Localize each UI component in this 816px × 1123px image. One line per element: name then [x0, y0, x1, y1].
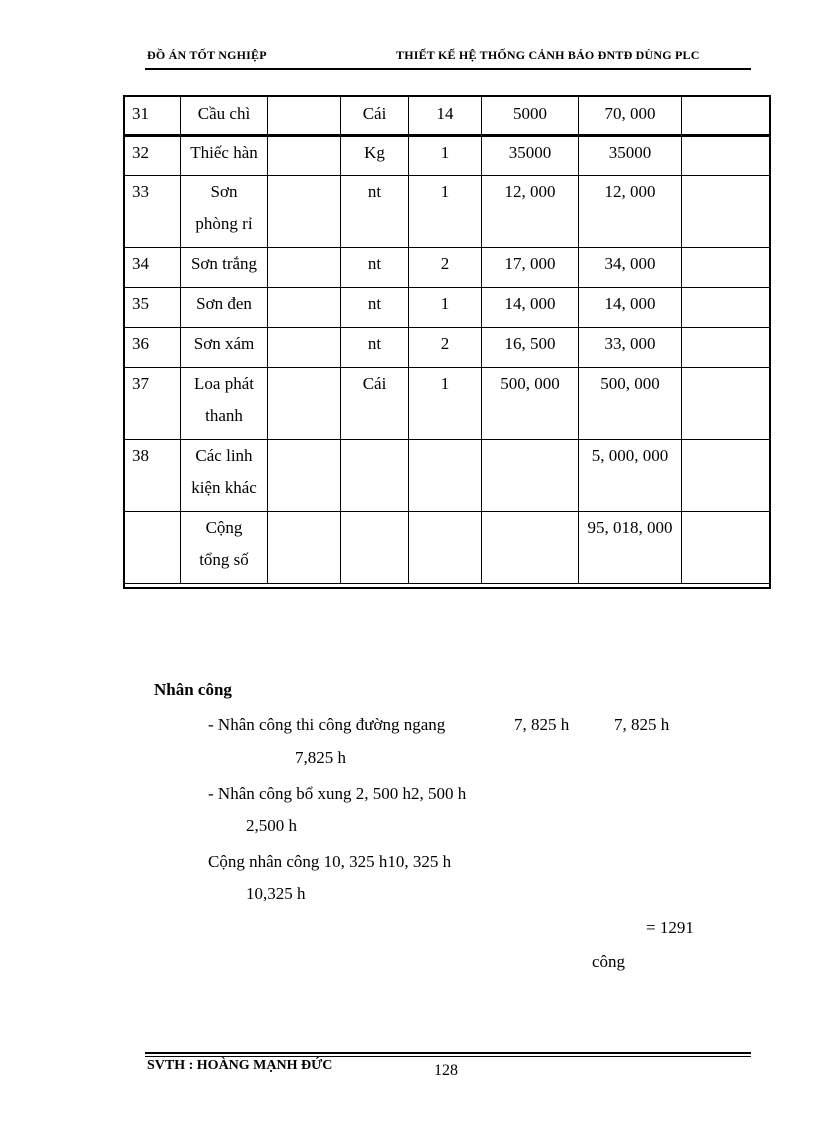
- item-name-line: kiện khác: [191, 478, 257, 497]
- item-name-line: Sơn: [210, 182, 238, 201]
- item-total: 12, 000: [579, 176, 682, 248]
- table-row: [124, 176, 771, 248]
- item-name-line: Sơn trắng: [190, 254, 258, 273]
- item-quantity: 14: [409, 96, 482, 136]
- item-quantity: 1: [409, 176, 482, 248]
- item-spec: [268, 136, 341, 176]
- item-name: [181, 96, 268, 136]
- item-quantity: [409, 512, 482, 584]
- item-name-line: Cầu chì: [197, 104, 251, 123]
- item-spec: [268, 96, 341, 136]
- item-name-line: tổng số: [199, 550, 249, 569]
- item-name-line: Sơn xám: [193, 334, 255, 353]
- header-right: THIẾT KẾ HỆ THỐNG CẢNH BÁO ĐNTĐ DÙNG PLC: [396, 48, 700, 62]
- labor-line2-sub: 2,500 h: [246, 816, 297, 835]
- item-quantity: 1: [409, 368, 482, 440]
- item-total: 500, 000: [579, 368, 682, 440]
- item-name: [181, 248, 268, 288]
- materials-table: [123, 95, 771, 584]
- header-rule: [145, 68, 751, 70]
- footer-author: SVTH : HOÀNG MẠNH ĐỨC: [147, 1058, 333, 1073]
- item-total: 5, 000, 000: [579, 440, 682, 512]
- item-quantity: 2: [409, 328, 482, 368]
- item-unit: Kg: [341, 136, 409, 176]
- item-unit-price: 500, 000: [482, 368, 579, 440]
- item-name-line: phòng rỉ: [195, 214, 253, 233]
- labor-line3: Cộng nhân công 10, 325 h10, 325 h: [208, 852, 452, 871]
- item-name-line: Loa phát: [194, 374, 254, 393]
- table-row: [124, 512, 771, 584]
- header-left: ĐỒ ÁN TỐT NGHIỆP: [147, 48, 267, 62]
- footer-rule-thick: [145, 1052, 751, 1054]
- labor-line1-value1: 7, 825 h: [514, 715, 570, 734]
- item-unit-price: 12, 000: [482, 176, 579, 248]
- table-row: [124, 368, 771, 440]
- item-number: 33: [124, 176, 181, 248]
- item-number: 35: [124, 288, 181, 328]
- item-note: [682, 176, 771, 248]
- item-name: [181, 368, 268, 440]
- labor-line1-sub: 7,825 h: [295, 748, 346, 767]
- item-unit: Cái: [341, 96, 409, 136]
- item-unit: [341, 512, 409, 584]
- item-name-line: thanh: [205, 406, 243, 425]
- item-note: [682, 368, 771, 440]
- item-total: 14, 000: [579, 288, 682, 328]
- item-name: [181, 288, 268, 328]
- item-unit-price: 16, 500: [482, 328, 579, 368]
- item-name: [181, 176, 268, 248]
- labor-heading: Nhân công: [154, 680, 232, 699]
- item-unit: nt: [341, 328, 409, 368]
- item-number: 38: [124, 440, 181, 512]
- item-spec: [268, 512, 341, 584]
- item-spec: [268, 248, 341, 288]
- item-unit-price: [482, 512, 579, 584]
- item-unit: nt: [341, 248, 409, 288]
- item-total: 35000: [579, 136, 682, 176]
- item-spec: [268, 176, 341, 248]
- item-quantity: 1: [409, 136, 482, 176]
- page-number: 128: [434, 1062, 458, 1079]
- item-total: 95, 018, 000: [579, 512, 682, 584]
- item-note: [682, 288, 771, 328]
- table-row: [124, 136, 771, 176]
- item-spec: [268, 288, 341, 328]
- item-unit-price: 17, 000: [482, 248, 579, 288]
- item-unit: nt: [341, 176, 409, 248]
- item-note: [682, 248, 771, 288]
- item-name-line: Thiếc hàn: [190, 143, 258, 162]
- item-note: [682, 136, 771, 176]
- table-row: [124, 248, 771, 288]
- labor-line1-value2: 7, 825 h: [614, 715, 670, 734]
- item-quantity: [409, 440, 482, 512]
- item-quantity: 1: [409, 288, 482, 328]
- item-number: 31: [124, 96, 181, 136]
- item-name: [181, 512, 268, 584]
- item-name-line: Cộng: [205, 518, 243, 537]
- item-name-line: Các linh: [195, 446, 253, 465]
- table-row: [124, 328, 771, 368]
- item-unit-price: 35000: [482, 136, 579, 176]
- footer-rule-thin: [145, 1056, 751, 1057]
- item-note: [682, 512, 771, 584]
- item-number: 34: [124, 248, 181, 288]
- item-total: 70, 000: [579, 96, 682, 136]
- labor-line3-sub: 10,325 h: [246, 884, 306, 903]
- item-total: 33, 000: [579, 328, 682, 368]
- item-spec: [268, 440, 341, 512]
- item-unit-price: 5000: [482, 96, 579, 136]
- labor-result-unit: công: [592, 952, 626, 971]
- item-name: [181, 136, 268, 176]
- item-unit: nt: [341, 288, 409, 328]
- item-quantity: 2: [409, 248, 482, 288]
- labor-line1-label: - Nhân công thi công đường ngang: [208, 715, 446, 734]
- item-name: [181, 328, 268, 368]
- item-note: [682, 96, 771, 136]
- item-spec: [268, 328, 341, 368]
- table-row: [124, 288, 771, 328]
- item-number: 37: [124, 368, 181, 440]
- item-unit-price: 14, 000: [482, 288, 579, 328]
- item-unit: [341, 440, 409, 512]
- item-name: [181, 440, 268, 512]
- item-unit-price: [482, 440, 579, 512]
- item-spec: [268, 368, 341, 440]
- item-number: 36: [124, 328, 181, 368]
- item-unit: Cái: [341, 368, 409, 440]
- item-note: [682, 440, 771, 512]
- labor-line2: - Nhân công bổ xung 2, 500 h2, 500 h: [208, 784, 467, 803]
- item-name-line: Sơn đen: [196, 294, 252, 313]
- item-total: 34, 000: [579, 248, 682, 288]
- item-number: [124, 512, 181, 584]
- item-number: 32: [124, 136, 181, 176]
- table-row: [124, 96, 771, 136]
- labor-result: = 1291: [646, 918, 694, 937]
- table-row: [124, 440, 771, 512]
- item-note: [682, 328, 771, 368]
